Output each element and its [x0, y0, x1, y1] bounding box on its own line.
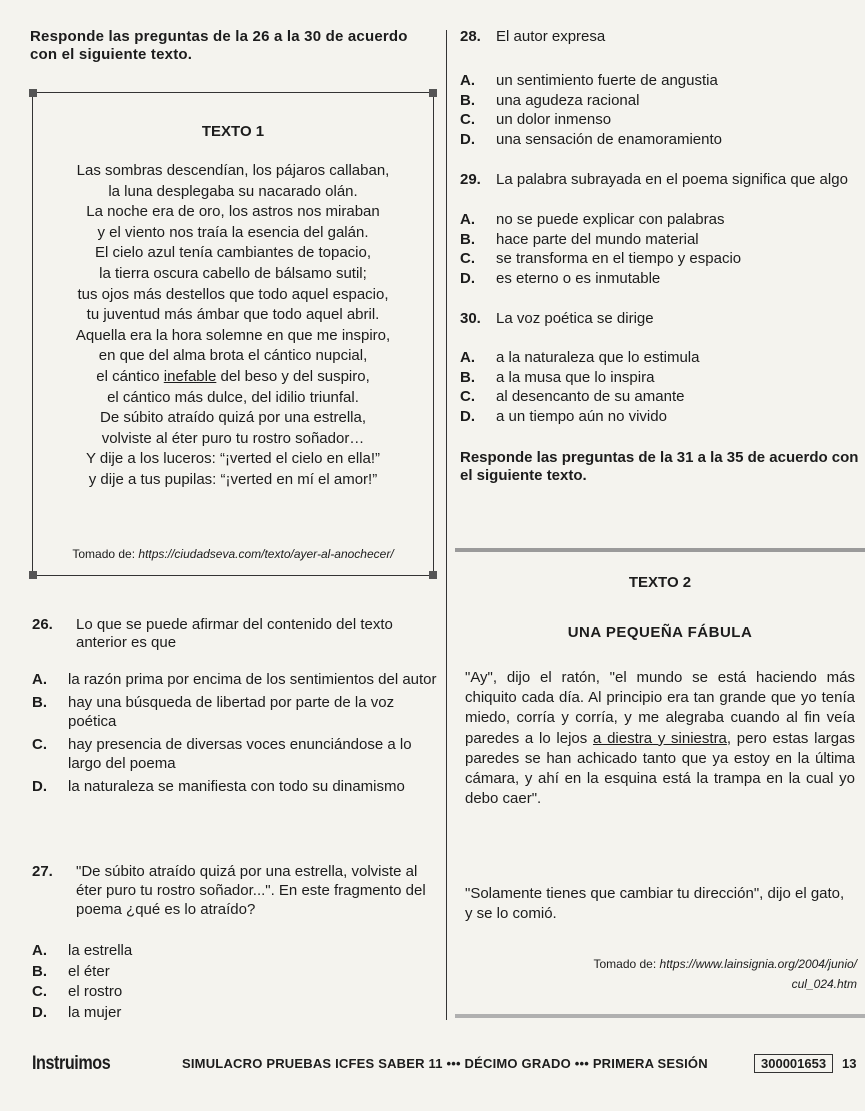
- source-url: https://ciudadseva.com/texto/ayer-al-anochecer/: [138, 547, 394, 561]
- option-text: hay presencia de diversas voces enunciándose a lo largo del poema: [68, 735, 412, 772]
- option-b[interactable]: [460, 368, 860, 388]
- poem-line: en que del alma brota el cántico nupcial,: [98, 347, 368, 365]
- left-column: [30, 28, 438, 64]
- poem-line: el cántico más dulce, del idilio triunfal.: [107, 388, 359, 406]
- option-a[interactable]: [460, 71, 860, 91]
- option-d[interactable]: [460, 269, 860, 289]
- options-26: [32, 670, 442, 796]
- option-letter: A.: [460, 72, 475, 89]
- question-28-stem: [460, 28, 860, 46]
- question-text: La voz poética se dirige: [496, 310, 654, 327]
- poem-line: tus ojos más destellos que todo aquel espacio,: [77, 285, 389, 303]
- corner-mark: [29, 571, 37, 579]
- option-letter: A.: [460, 349, 475, 366]
- question-number: 30.: [460, 310, 481, 327]
- options-29: [460, 210, 860, 288]
- option-a[interactable]: [460, 210, 860, 230]
- source-label: Tomado de:: [72, 547, 136, 561]
- poem-line: volviste al éter puro tu rostro soñador…: [101, 429, 365, 447]
- poem-line: y dije a tus pupilas: “¡verted en mí el amor!”: [88, 470, 378, 488]
- question-30-stem: [460, 310, 860, 328]
- poem-line: Y dije a los luceros: “¡verted el cielo en ella!”: [85, 450, 381, 468]
- column-divider: [446, 30, 447, 1020]
- instruction-31-35: Responde las preguntas de la 31 a la 35 de acuerdo con el siguiente texto.: [460, 449, 859, 484]
- option-letter: D.: [460, 130, 475, 148]
- option-c[interactable]: [460, 110, 860, 130]
- option-text: una agudeza racional: [496, 91, 640, 109]
- instruction-26-30: Responde las preguntas de la 26 a la 30 de acuerdo con el siguiente texto.: [30, 28, 408, 63]
- poem-line: La noche era de oro, los astros nos miraban: [86, 203, 380, 221]
- option-text: a la musa que lo inspira: [496, 368, 655, 386]
- option-b[interactable]: [32, 693, 442, 732]
- text2-box: [455, 548, 865, 1018]
- option-text: es eterno o es inmutable: [496, 269, 661, 287]
- question-text: El autor expresa: [496, 28, 606, 45]
- poem-line: la tierra oscura cabello de bálsamo sutil;: [99, 264, 367, 282]
- option-b[interactable]: [32, 962, 442, 983]
- option-text: se transforma en el tiempo y espacio: [496, 250, 742, 267]
- options-27: [32, 941, 442, 1023]
- question-30: [460, 310, 860, 426]
- question-text: Lo que se puede afirmar del contenido del texto anterior es que: [76, 616, 393, 651]
- text1-box: [32, 92, 434, 576]
- option-text: hace parte del mundo material: [496, 230, 699, 248]
- options-30: [460, 348, 860, 426]
- option-letter: C.: [32, 983, 47, 1000]
- option-b[interactable]: [460, 230, 860, 250]
- option-text: una sensación de enamoramiento: [496, 130, 722, 148]
- option-text: la mujer: [68, 1003, 122, 1021]
- source-line-1: [593, 954, 857, 974]
- question-29: [460, 170, 860, 288]
- poem-line: El cielo azul tenía cambiantes de topacio,: [95, 244, 371, 262]
- option-a[interactable]: [460, 348, 860, 368]
- source-label: Tomado de:: [593, 957, 657, 971]
- question-27: [32, 862, 442, 1023]
- option-d[interactable]: [460, 407, 860, 427]
- option-letter: B.: [32, 693, 47, 711]
- question-text: "De súbito atraído quizá por una estrella, volviste al éter puro tu rostro soñador...". En este fragmento del poema ¿qué es lo atraído?: [76, 863, 426, 918]
- options-28: [460, 71, 860, 149]
- question-number: 26.: [32, 616, 53, 633]
- option-text: un dolor inmenso: [496, 111, 612, 128]
- option-text: hay una búsqueda de libertad por parte de la voz poética: [68, 693, 395, 730]
- question-text: La palabra subrayada en el poema significa que algo: [496, 171, 848, 188]
- question-28: [460, 28, 860, 149]
- underlined-phrase: a diestra y siniestra: [593, 729, 727, 747]
- option-text: a un tiempo aún no vivido: [496, 407, 667, 425]
- option-letter: C.: [460, 388, 475, 405]
- option-letter: B.: [32, 962, 47, 980]
- option-text: la estrella: [68, 942, 133, 959]
- source-url: https://www.lainsignia.org/2004/junio/: [659, 957, 857, 971]
- option-a[interactable]: [32, 941, 442, 962]
- option-text: la razón prima por encima de los sentimientos del autor: [68, 671, 437, 688]
- option-text: la naturaleza se manifiesta con todo su dinamismo: [68, 777, 405, 795]
- option-letter: B.: [460, 230, 475, 248]
- text1-title: TEXTO 1: [201, 123, 265, 140]
- option-d[interactable]: [32, 777, 442, 797]
- question-number: 27.: [32, 863, 53, 880]
- option-letter: A.: [460, 211, 475, 228]
- option-letter: B.: [460, 368, 475, 386]
- option-b[interactable]: [460, 91, 860, 111]
- option-letter: D.: [460, 269, 475, 287]
- option-text: un sentimiento fuerte de angustia: [496, 72, 718, 89]
- option-text: el rostro: [68, 983, 123, 1000]
- option-a[interactable]: [32, 670, 442, 690]
- question-26: [32, 616, 442, 796]
- question-number: 28.: [460, 28, 481, 45]
- option-d[interactable]: [460, 130, 860, 150]
- option-d[interactable]: [32, 1003, 442, 1024]
- option-letter: D.: [460, 407, 475, 425]
- option-letter: A.: [32, 942, 47, 959]
- right-column: [460, 28, 860, 485]
- option-letter: C.: [460, 111, 475, 128]
- source-url-2: cul_024.htm: [791, 977, 857, 991]
- poem-line: De súbito atraído quizá por una estrella,: [100, 409, 366, 427]
- text2-source: [593, 954, 857, 994]
- option-c[interactable]: [32, 982, 442, 1003]
- poem-line: Aquella era la hora solemne en que me inspiro,: [75, 326, 391, 344]
- poem-line: y el viento nos traía la esencia del galán.: [97, 223, 369, 241]
- fable-text: , pero estas largas paredes se han achicado tanto que ya estoy en la última cámara, y ahí en la esquina está la trampa en la cual yo debo caer".: [465, 729, 855, 808]
- option-letter: C.: [32, 735, 47, 753]
- poem-line: Las sombras descendían, los pájaros callaban,: [76, 162, 390, 179]
- option-c[interactable]: [460, 249, 860, 269]
- corner-mark: [29, 89, 37, 97]
- option-text: al desencanto de su amante: [496, 388, 685, 405]
- underlined-word: inefable: [163, 367, 217, 385]
- poem-line: tu juventud más ámbar que todo aquel abril.: [86, 306, 380, 324]
- fable-paragraph-2: "Solamente tienes que cambiar tu dirección", dijo el gato, y se lo comió.: [465, 885, 845, 922]
- option-text: no se puede explicar con palabras: [496, 211, 725, 228]
- option-text: el éter: [68, 962, 110, 980]
- corner-mark: [429, 89, 437, 97]
- footer-text: SIMULACRO PRUEBAS ICFES SABER 11 ••• DÉCIMO GRADO ••• PRIMERA SESIÓN: [182, 1056, 708, 1071]
- question-29-stem: [460, 170, 860, 190]
- poem-line-underlined: [33, 367, 433, 388]
- option-letter: B.: [460, 91, 475, 109]
- booklet-code: 300001653: [754, 1054, 833, 1073]
- question-number: 29.: [460, 171, 481, 188]
- poem-line: la luna desplegaba su nacarado olán.: [108, 182, 358, 200]
- instruimos-logo: Instruimos: [32, 1053, 111, 1074]
- poem-text: el cántico: [96, 367, 164, 385]
- fable-text: "Ay", dijo el ratón, "el mundo se está haciendo más chiquito cada día. Al principio era tan grande que yo tenía miedo, corría y corría, y me alegraba cuando al fin veía paredes a lo lejos: [465, 669, 855, 747]
- option-text: a la naturaleza que lo estimula: [496, 349, 700, 366]
- question-27-stem: [32, 862, 442, 919]
- option-letter: D.: [32, 1003, 47, 1021]
- text2-subtitle: UNA PEQUEÑA FÁBULA: [567, 624, 753, 641]
- corner-mark: [429, 571, 437, 579]
- option-letter: A.: [32, 671, 47, 688]
- question-26-stem: [32, 616, 442, 652]
- poem: [33, 161, 433, 491]
- option-c[interactable]: [460, 387, 860, 407]
- footer: [32, 1053, 862, 1077]
- option-letter: D.: [32, 777, 47, 795]
- option-c[interactable]: [32, 735, 442, 774]
- page-number: 13: [842, 1056, 857, 1071]
- text2-title: TEXTO 2: [628, 574, 692, 591]
- text1-source: [33, 547, 433, 561]
- poem-text: del beso y del suspiro,: [216, 367, 370, 385]
- option-letter: C.: [460, 250, 475, 267]
- fable-paragraph-1: [465, 668, 855, 809]
